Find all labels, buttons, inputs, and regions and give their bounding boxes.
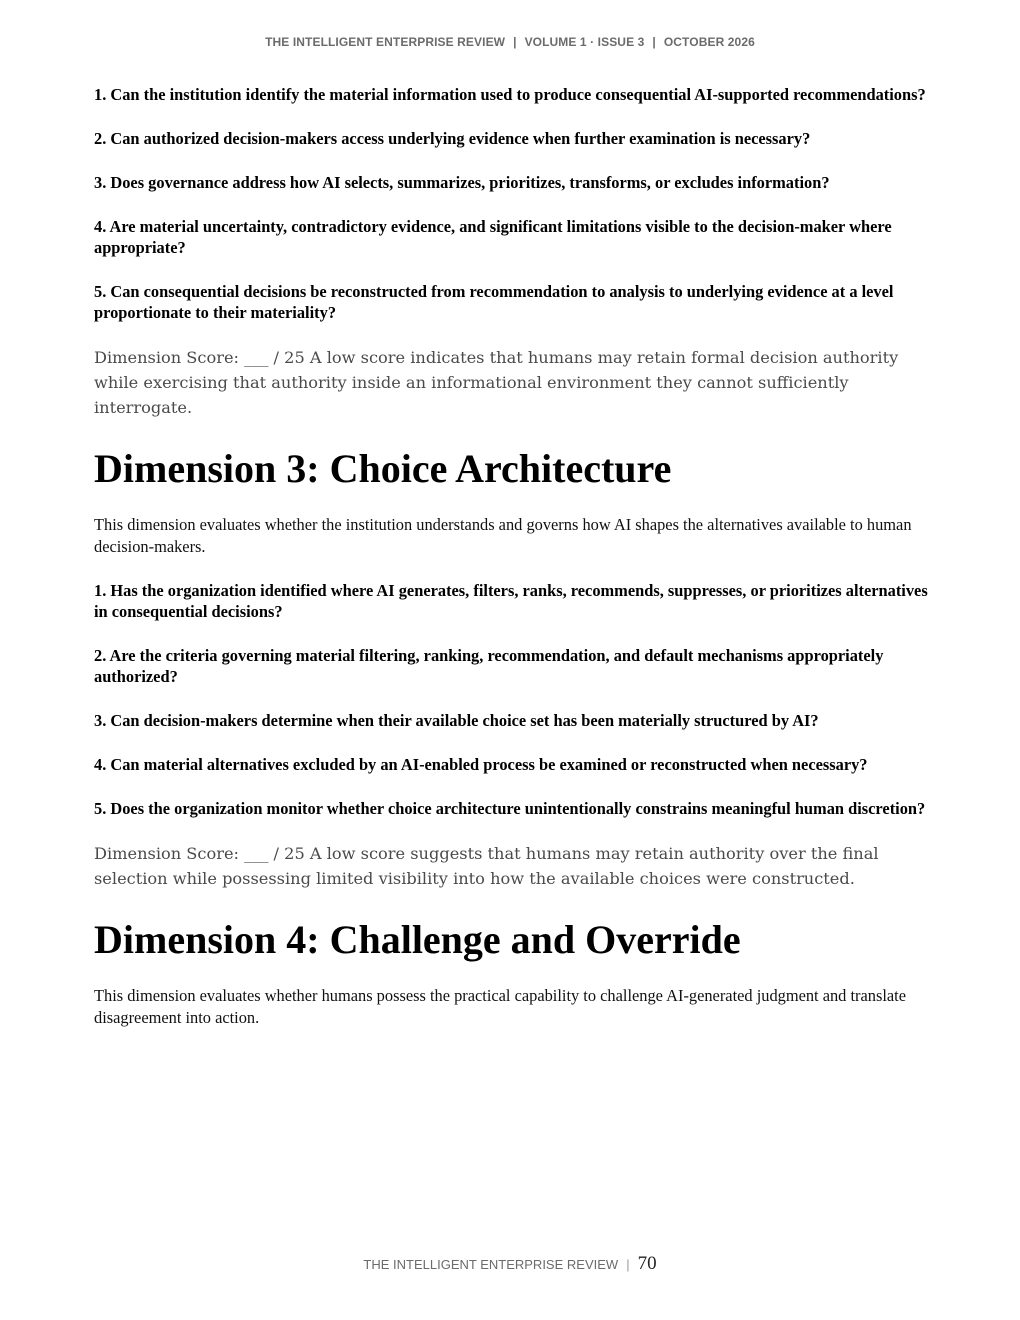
footer-separator: | [626, 1257, 630, 1272]
dimension3-question: 1. Has the organization identified where AI generates, filters, ranks, recommends, suppresses, or prioritizes alternatives in consequential decisions? [94, 581, 928, 621]
dimension3-intro: This dimension evaluates whether the institution understands and governs how AI shapes the alternatives available to human decision-makers. [94, 515, 912, 556]
dimension3-question: 4. Can material alternatives excluded by an AI-enabled process be examined or reconstructed when necessary? [94, 755, 868, 774]
dimension2-score: Dimension Score: ___ / 25 A low score indicates that humans may retain formal decision authority while exercising that authority inside an informational environment they cannot sufficiently interrogate. [94, 348, 899, 417]
page-number: 70 [637, 1253, 657, 1274]
dimension3-question: 5. Does the organization monitor whether choice architecture unintentionally constrains meaningful human discretion? [94, 799, 926, 818]
dimension2-question: 4. Are material uncertainty, contradictory evidence, and significant limitations visible to the decision-maker where appropriate? [94, 217, 892, 257]
dimension2-question: 1. Can the institution identify the material information used to produce consequential AI-supported recommendations? [94, 85, 926, 104]
footer-publication: THE INTELLIGENT ENTERPRISE REVIEW [363, 1257, 619, 1272]
dimension2-question: 3. Does governance address how AI selects, summarizes, prioritizes, transforms, or excludes information? [94, 173, 830, 192]
dimension2-question: 5. Can consequential decisions be reconstructed from recommendation to analysis to underlying evidence at a level proportionate to their materiality? [94, 282, 894, 322]
dimension4-intro: This dimension evaluates whether humans possess the practical capability to challenge AI-generated judgment and translate disagreement into action. [94, 986, 906, 1027]
header-separator: | [652, 35, 656, 49]
header-date: OCTOBER 2026 [663, 35, 755, 49]
dimension3-heading: Dimension 3: Choice Architecture [94, 446, 672, 491]
article-body [94, 84, 929, 1029]
dimension3-question: 2. Are the criteria governing material filtering, ranking, recommendation, and default mechanisms appropriately authorized? [94, 646, 884, 686]
dimension4-heading: Dimension 4: Challenge and Override [94, 917, 741, 962]
running-footer [0, 1253, 1020, 1275]
dimension3-question: 3. Can decision-makers determine when their available choice set has been materially structured by AI? [94, 711, 819, 730]
running-header [0, 35, 1020, 49]
dimension2-question: 2. Can authorized decision-makers access underlying evidence when further examination is necessary? [94, 129, 811, 148]
header-separator: | [513, 35, 517, 49]
header-publication: THE INTELLIGENT ENTERPRISE REVIEW [265, 35, 506, 49]
dimension3-score: Dimension Score: ___ / 25 A low score suggests that humans may retain authority over the final selection while possessing limited visibility into how the available choices were constructed. [94, 844, 879, 888]
header-issue: VOLUME 1 · ISSUE 3 [524, 35, 645, 49]
